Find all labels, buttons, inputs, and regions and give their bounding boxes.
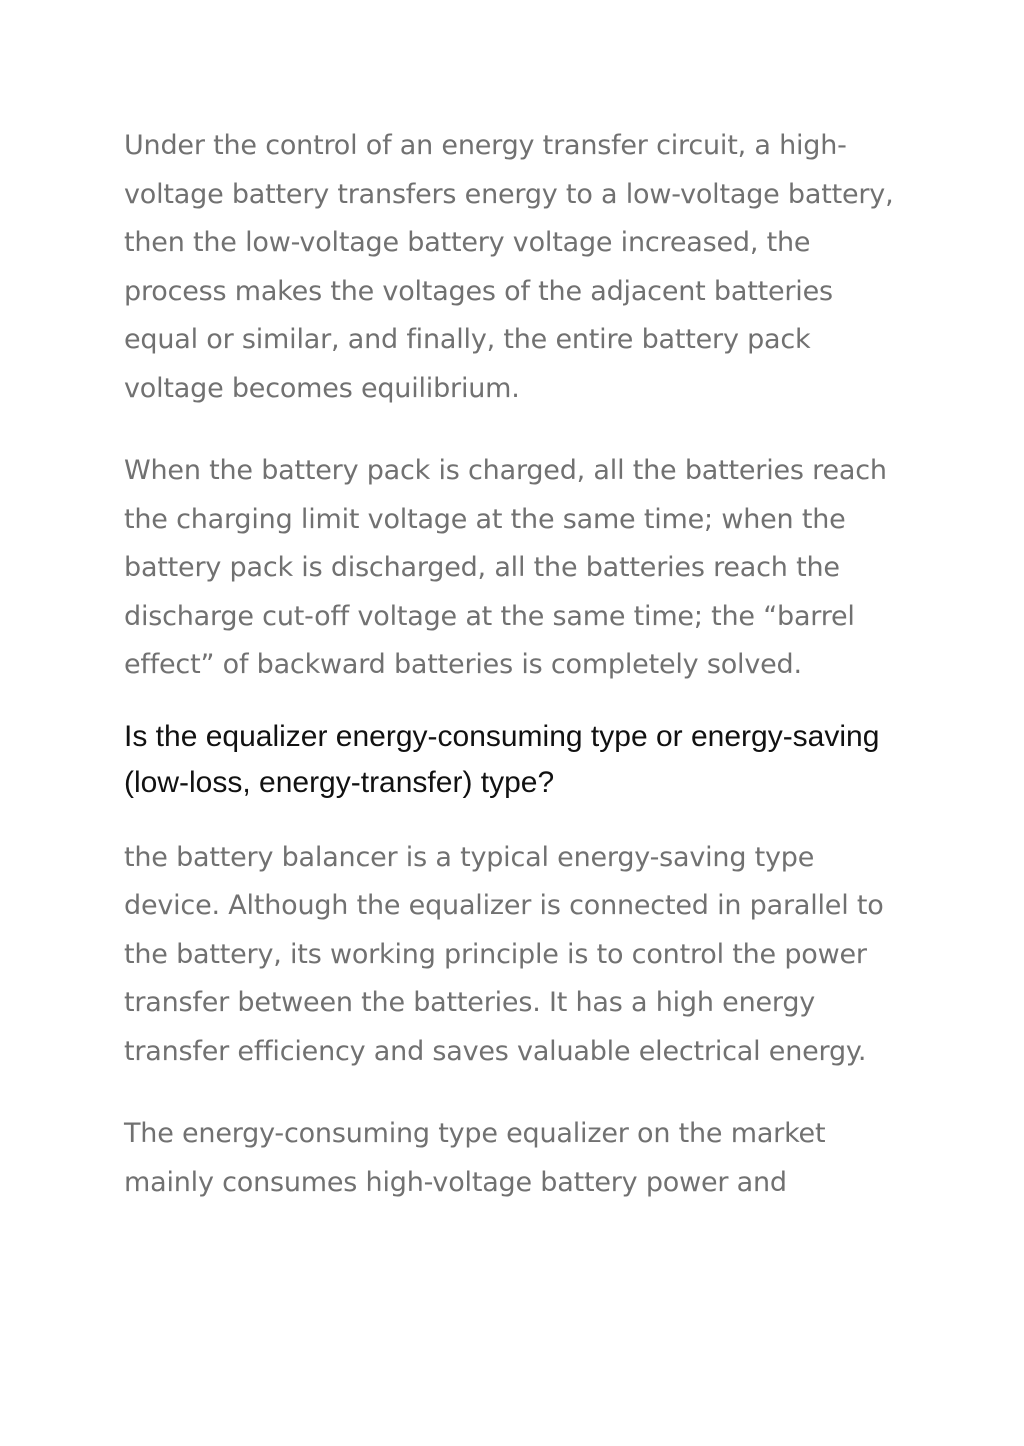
section-heading: Is the equalizer energy-consuming type or energy-saving (low-loss, energy-transfer) type? (124, 719, 880, 799)
paragraph-energy-consuming: The energy-consuming type equalizer on the market mainly consumes high-voltage battery power and (124, 1118, 826, 1198)
paragraph-charge-discharge: When the battery pack is charged, all the batteries reach the charging limit voltage at the same time; when the battery pack is discharged, all the batteries reach the discharge cut-off voltage at the same time; the “barrel effect” of backward batteries is completely solved. (124, 455, 887, 680)
paragraph-energy-transfer: Under the control of an energy transfer circuit, a high-voltage battery transfers energy to a low-voltage battery, then the low-voltage battery voltage increased, the process makes the voltages of the adjacent batteries equal or similar, and finally, the entire battery pack voltage becomes equilibrium. (124, 130, 894, 404)
article-content (124, 122, 914, 1207)
paragraph-energy-saving: the battery balancer is a typical energy-saving type device. Although the equalizer is connected in parallel to the battery, its working principle is to control the power transfer between the batteries. It has a high energy transfer efficiency and saves valuable electrical energy. (124, 841, 884, 1067)
